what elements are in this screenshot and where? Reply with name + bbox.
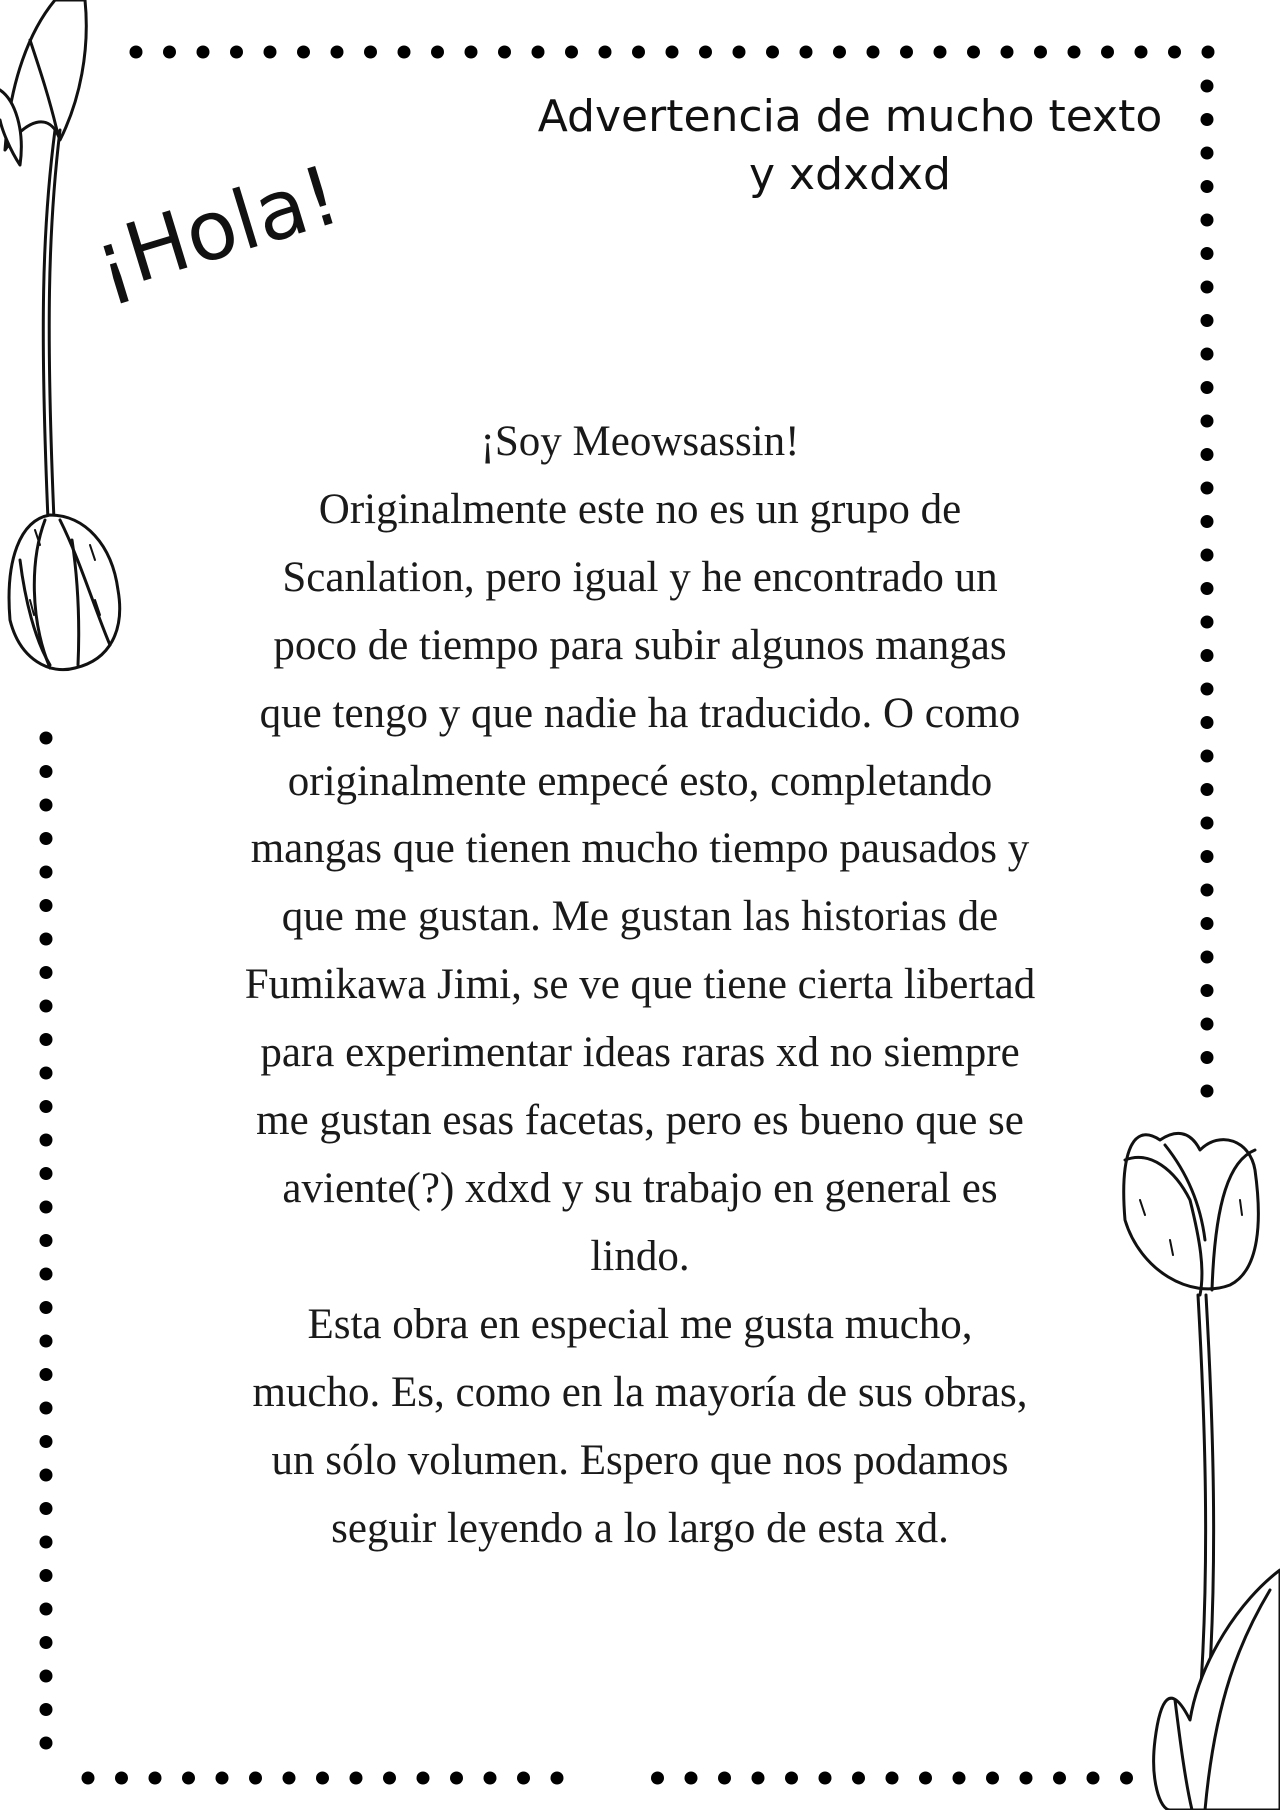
body-line: para experimentar ideas raras xd no siempre: [260, 1029, 1020, 1077]
body-line: un sólo volumen. Espero que nos podamos: [271, 1436, 1009, 1484]
body-line: seguir leyendo a lo largo de esta xd.: [331, 1504, 949, 1552]
warning-note: [500, 88, 1200, 204]
body-line: mucho. Es, como en la mayoría de sus obras,: [252, 1368, 1028, 1416]
body-line: aviente(?) xdxd y su trabajo en general es: [282, 1164, 998, 1212]
body-line: Originalmente este no es un grupo de: [318, 485, 962, 533]
body-line: mangas que tienen mucho tiempo pausados y: [250, 825, 1030, 873]
body-line: originalmente empecé esto, completando: [287, 757, 993, 805]
body-paragraph: [200, 408, 1080, 1562]
greeting-title: ¡Hola!: [82, 147, 351, 312]
body-line: me gustan esas facetas, pero es bueno que se: [256, 1097, 1024, 1145]
body-line: que me gustan. Me gustan las historias de: [281, 893, 999, 941]
warning-line: y xdxdxd: [749, 149, 951, 200]
body-line: ¡Soy Meowsassin!: [480, 418, 800, 465]
warning-line: Advertencia de mucho texto: [537, 91, 1163, 142]
body-line: poco de tiempo para subir algunos mangas: [273, 621, 1007, 669]
tulip-illustration: [0, 0, 120, 670]
tulip-illustration: [1124, 1133, 1280, 1810]
body-line: Esta obra en especial me gusta mucho,: [307, 1300, 973, 1348]
body-line: que tengo y que nadie ha traducido. O como: [259, 689, 1021, 737]
body-line: Fumikawa Jimi, se ve que tiene cierta libertad: [244, 961, 1036, 1009]
body-line: lindo.: [590, 1232, 690, 1280]
body-line: Scanlation, pero igual y he encontrado un: [282, 553, 998, 601]
